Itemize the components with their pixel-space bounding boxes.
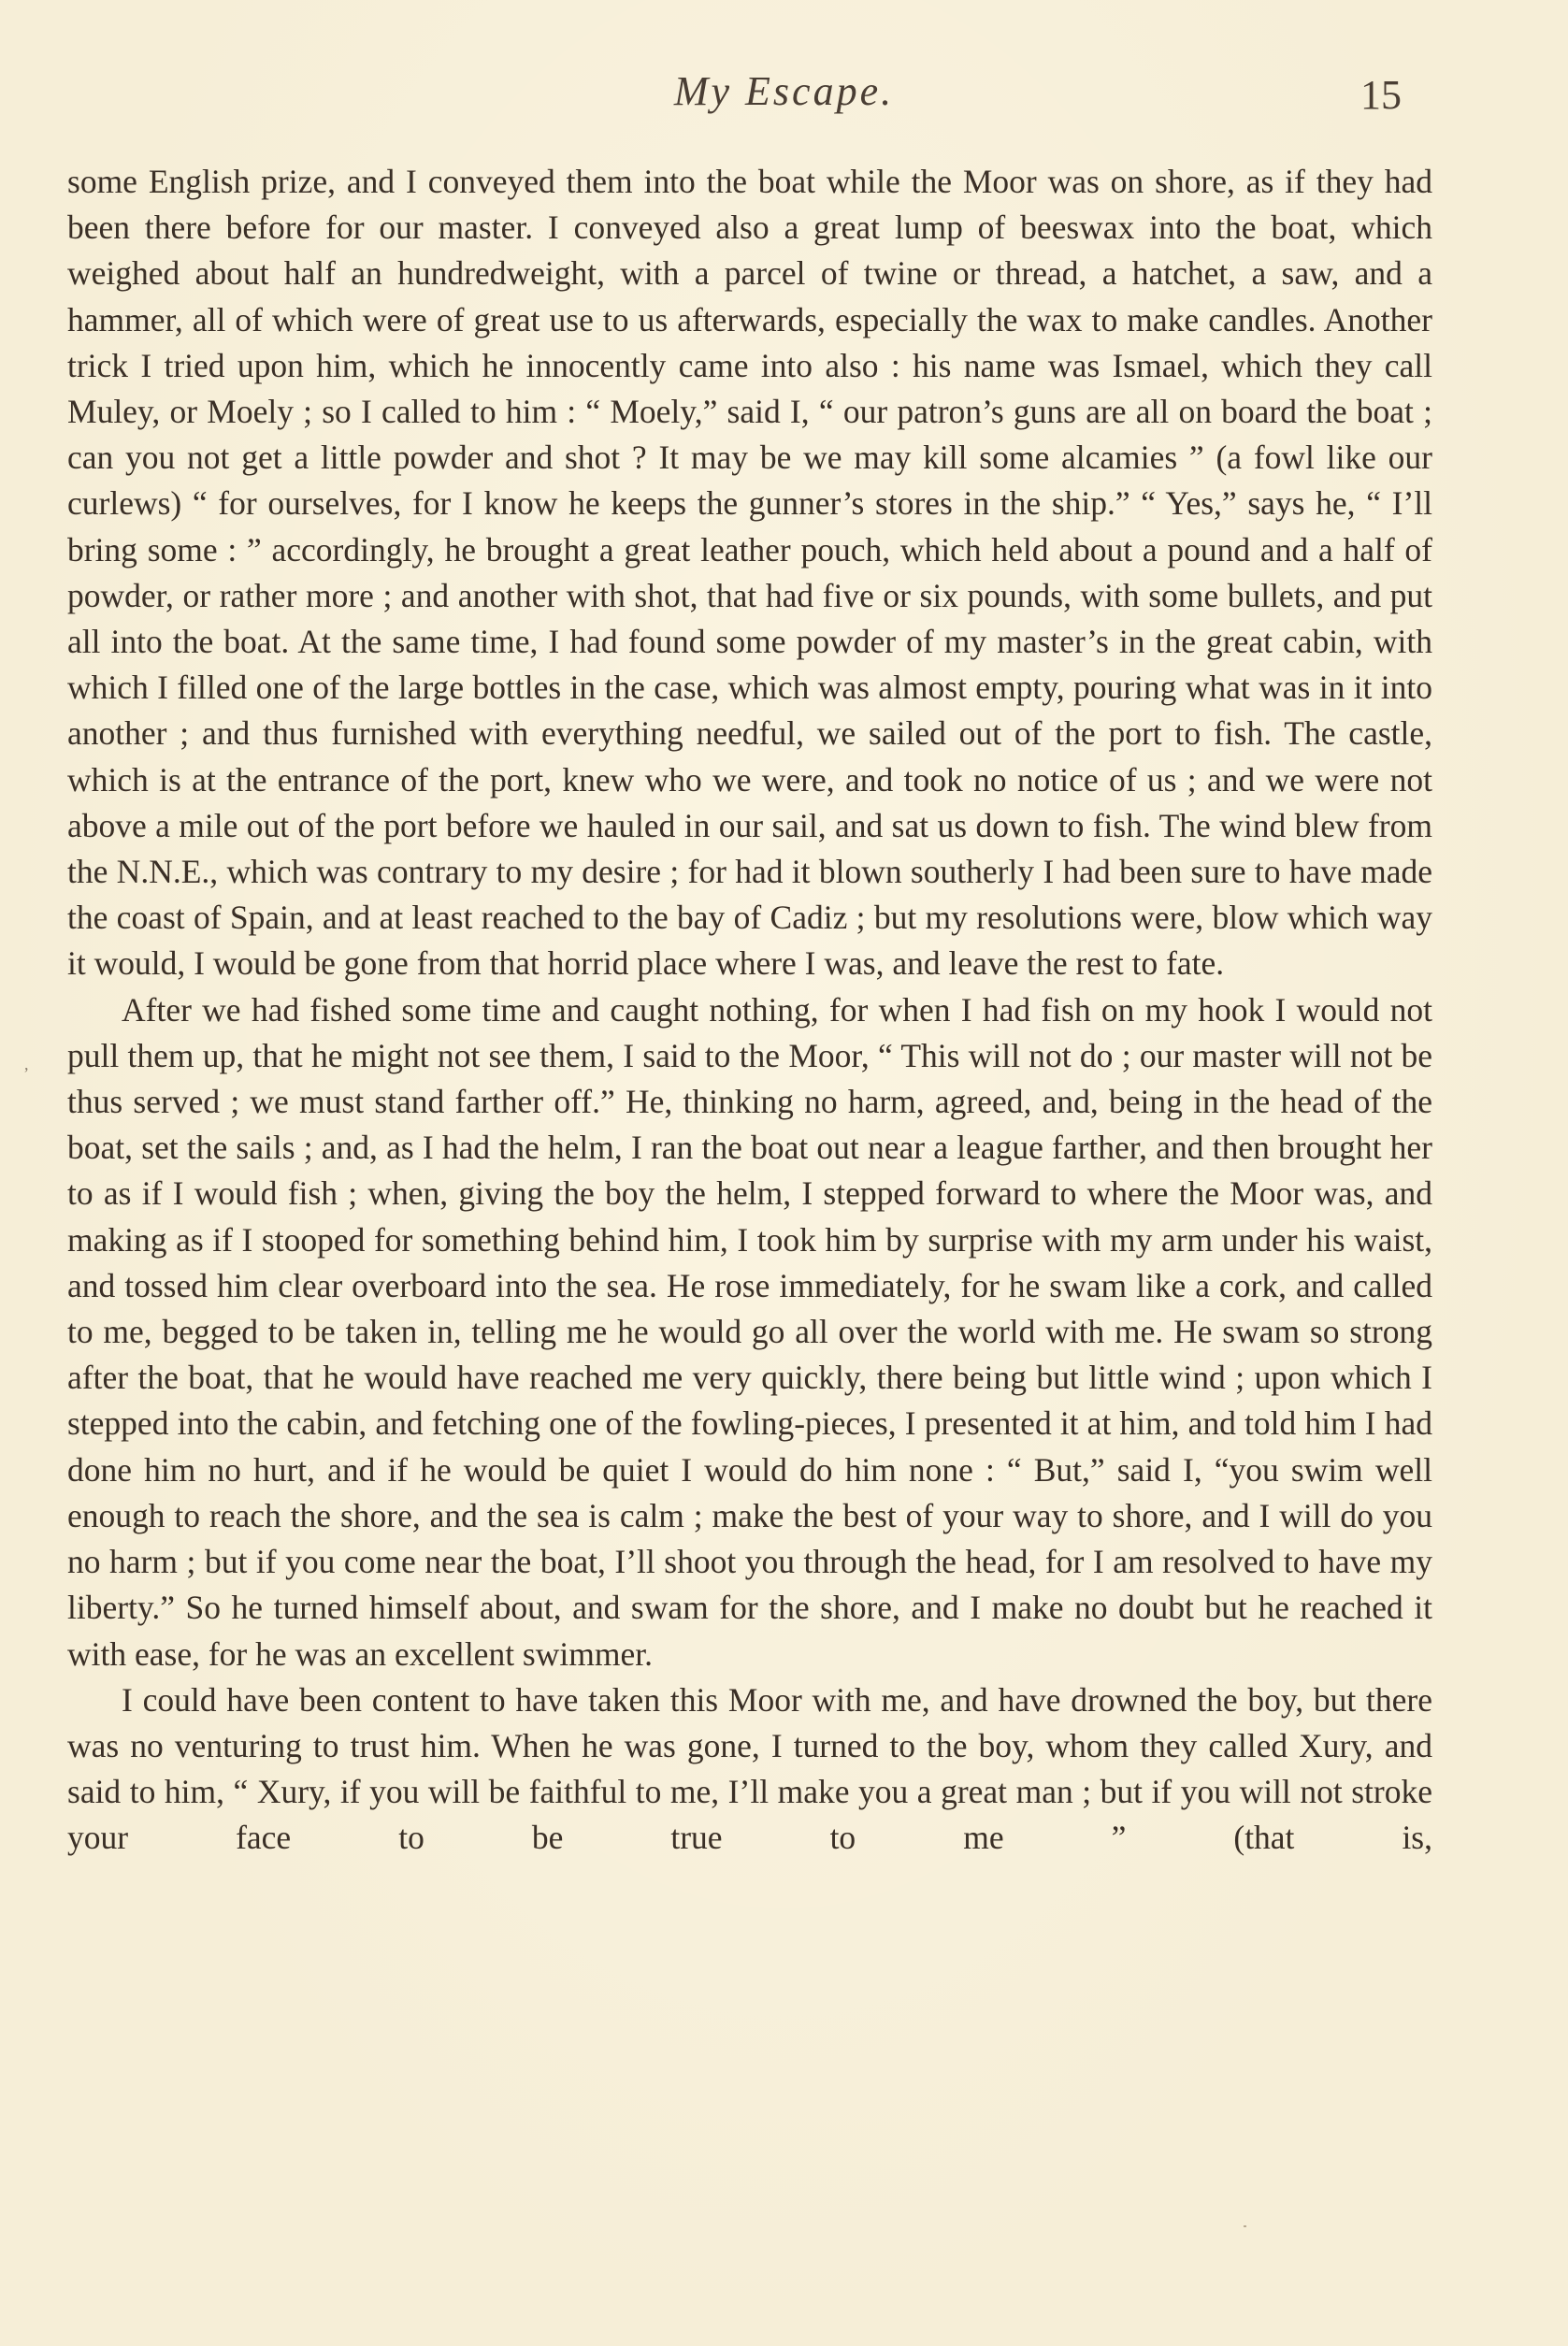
paper-speck [1244,2225,1246,2227]
margin-mark: , [24,1055,29,1073]
body-text [67,159,1432,1862]
running-title: My Escape. [673,68,895,114]
paragraph-1: some English prize, and I conveyed them into the boat while the Moor was on shore, as if they had been there before for our master. I conveyed also a great lump of beeswax into the boat, which weighed about half an hundredweight, with a parcel of twine or thread, a hatchet, a saw, and a hammer, all of which were of great use to us afterwards, especially the wax to make candles. Another trick I tried upon him, which he innocently came into also : his name was Ismael, which they call Muley, or Moely ; so I called to him : “ Moely,” said I, “ our patron’s guns are all on board the boat ; can you not get a little powder and shot ? It may be we may kill some alcamies ” (a fowl like our curlews) “ for ourselves, for I know he keeps the gunner’s stores in the ship.” “ Yes,” says he, “ I’ll bring some : ” accordingly, he brought a great leather pouch, which held about a pound and a half of powder, or rather more ; and another with shot, that had five or six pounds, with some bullets, and put all into the boat. At the same time, I had found some powder of my master’s in the great cabin, with which I filled one of the large bottles in the case, which was almost empty, pouring what was in it into another ; and thus furnished with everything needful, we sailed out of the port to fish. The castle, which is at the entrance of the port, knew who we were, and took no notice of us ; and we were not above a mile out of the port before we hauled in our sail, and sat us down to fish. The wind blew from the N.N.E., which was contrary to my desire ; for had it blown southerly I had been sure to have made the coast of Spain, and at least reached to the bay of Cadiz ; but my resolutions were, blow which way it would, I would be gone from that horrid place where I was, and leave the rest to fate. [67,163,1432,983]
paragraph-2: After we had fished some time and caught nothing, for when I had fish on my hook I would not pull them up, that he might not see them, I said to the Moor, “ This will not do ; our master will not be thus served ; we must stand farther off.” He, thinking no harm, agreed, and, being in the head of the boat, set the sails ; and, as I had the helm, I ran the boat out near a league farther, and then brought her to as if I would fish ; when, giving the boy the helm, I stepped forward to where the Moor was, and making as if I stooped for something behind him, I took him by surprise with my arm under his waist, and tossed him clear overboard into the sea. He rose immediately, for he swam like a cork, and called to me, begged to be taken in, telling me he would go all over the world with me. He swam so strong after the boat, that he would have reached me very quickly, there being but little wind ; upon which I stepped into the cabin, and fetching one of the fowling-pieces, I presented it at him, and told him I had done him no hurt, and if he would be quiet I would do him none : “ But,” said I, “you swim well enough to reach the shore, and the sea is calm ; make the best of your way to shore, and I will do you no harm ; but if you come near the boat, I’ll shoot you through the head, for I am resolved to have my liberty.” So he turned himself about, and swam for the shore, and I make no doubt but he reached it with ease, for he was an excellent swimmer. [67,990,1432,1673]
paragraph-3: I could have been content to have taken this Moor with me, and have drowned the boy, but there was no venturing to trust him. When he was gone, I turned to the boy, whom they called Xury, and said to him, “ Xury, if you will be faithful to me, I’ll make you a great man ; but if you will not stroke your face to be true to me ” (that is, [67,1680,1432,1857]
page-number: 15 [1360,72,1402,118]
